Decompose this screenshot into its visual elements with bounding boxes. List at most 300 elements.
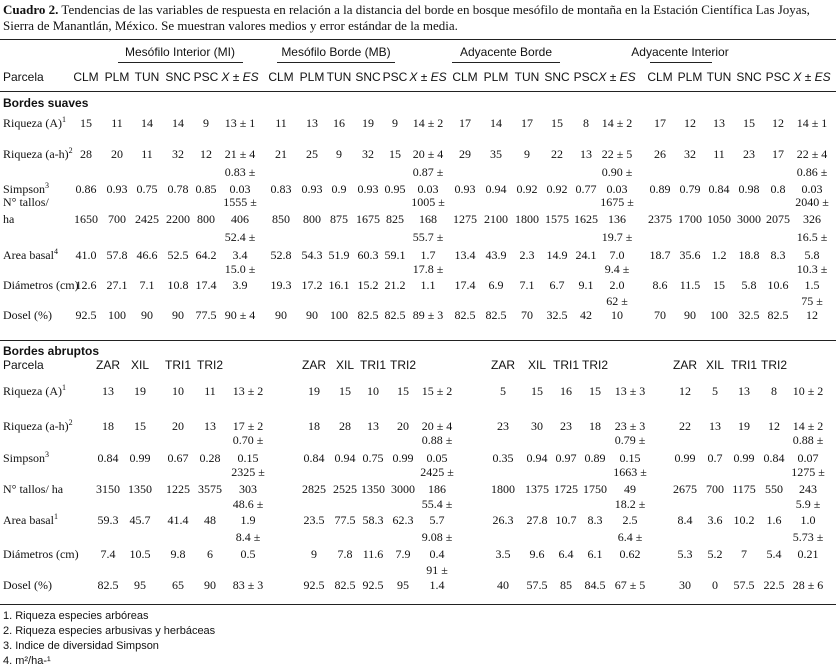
table-cell: 17.4 bbox=[195, 278, 217, 292]
table-cell: 19 bbox=[134, 384, 146, 398]
table-cell: 17.4 bbox=[454, 278, 476, 292]
table-cell: 13 bbox=[367, 419, 379, 433]
table-cell: 1575 bbox=[545, 212, 569, 226]
table-cell: 0.84 bbox=[97, 451, 119, 465]
table-cell: 15.0 ± bbox=[224, 262, 256, 276]
table-cell: 42 bbox=[580, 308, 592, 322]
table-cell: 62 ± bbox=[606, 294, 628, 308]
table-cell: 0.92 bbox=[546, 182, 568, 196]
table-cell: 90 bbox=[275, 308, 287, 322]
table-cell: 82.5 bbox=[334, 578, 356, 592]
table-cell: 70 bbox=[521, 308, 533, 322]
table-cell: 54.3 bbox=[301, 248, 323, 262]
table-cell: 10 bbox=[367, 384, 379, 398]
table-cell: 7.1 bbox=[519, 278, 535, 292]
table-cell: 28 ± 6 bbox=[792, 578, 824, 592]
table-cell: 32 bbox=[684, 147, 696, 161]
table-cell: 1.0 bbox=[800, 513, 816, 527]
table-cell: 3575 bbox=[198, 482, 222, 496]
column-header: PLM bbox=[104, 70, 130, 84]
table-cell: 22 ± 4 bbox=[796, 147, 828, 161]
table-cell: 10 bbox=[172, 384, 184, 398]
group-underline bbox=[277, 62, 395, 63]
column-header: TRI1 bbox=[730, 358, 758, 372]
table-cell: 0.93 bbox=[106, 182, 128, 196]
table-cell: 26 bbox=[654, 147, 666, 161]
table-cell: 32 bbox=[172, 147, 184, 161]
table-cell: 32.5 bbox=[738, 308, 760, 322]
table-cell: 20 bbox=[172, 419, 184, 433]
table-cell: 0.86 ± bbox=[796, 165, 828, 179]
table-cell: 9 bbox=[311, 547, 317, 561]
table-cell: 18 bbox=[102, 419, 114, 433]
rule-line bbox=[0, 340, 836, 341]
table-cell: 14 bbox=[490, 116, 502, 130]
table-cell: 52.8 bbox=[270, 248, 292, 262]
table-cell: 11.6 bbox=[362, 547, 384, 561]
row-label: Riqueza $(a-h)^2$ bbox=[3, 418, 73, 433]
table-cell: 23 ± 3 bbox=[614, 419, 646, 433]
column-header: TRI1 bbox=[359, 358, 387, 372]
parcela-label: Parcela bbox=[3, 358, 44, 372]
table-cell: 25 bbox=[306, 147, 318, 161]
table-cell: 15 bbox=[80, 116, 92, 130]
table-cell: 9 bbox=[524, 147, 530, 161]
table-cell: 90 bbox=[306, 308, 318, 322]
table-cell: 35.6 bbox=[679, 248, 701, 262]
table-cell: 2075 bbox=[766, 212, 790, 226]
table-cell: 0.05 bbox=[426, 451, 448, 465]
table-cell: 16 bbox=[560, 384, 572, 398]
table-cell: 0.94 bbox=[526, 451, 548, 465]
table-cell: 0.89 bbox=[584, 451, 606, 465]
table-cell: 19.3 bbox=[270, 278, 292, 292]
table-cell: 0.85 bbox=[195, 182, 217, 196]
table-cell: 24.1 bbox=[575, 248, 597, 262]
table-cell: 15 bbox=[134, 419, 146, 433]
table-cell: 186 bbox=[428, 482, 446, 496]
table-cell: 0.86 bbox=[75, 182, 97, 196]
row-label: Area basal$^4$ bbox=[3, 247, 58, 262]
table-cell: 13 ± 2 bbox=[232, 384, 264, 398]
table-cell: 15.2 bbox=[357, 278, 379, 292]
table-cell: 19 bbox=[738, 419, 750, 433]
column-header: CLM bbox=[452, 70, 478, 84]
table-cell: 700 bbox=[108, 212, 126, 226]
table-cell: 10.3 ± bbox=[796, 262, 828, 276]
table-cell: 59.1 bbox=[384, 248, 406, 262]
table-cell: 45.7 bbox=[129, 513, 151, 527]
table-cell: 1.9 bbox=[240, 513, 256, 527]
table-cell: 41.0 bbox=[75, 248, 97, 262]
group-underline bbox=[118, 62, 243, 63]
table-cell: 326 bbox=[803, 212, 821, 226]
table-cell: 15 bbox=[743, 116, 755, 130]
table-cell: 10.8 bbox=[167, 278, 189, 292]
column-header: SNC bbox=[165, 70, 191, 84]
table-cell: 9 bbox=[336, 147, 342, 161]
parcela-label: Parcela bbox=[3, 70, 44, 84]
table-cell: 57.5 bbox=[526, 578, 548, 592]
row-label: Diámetros (cm) bbox=[3, 547, 79, 561]
table-cell: 82.5 bbox=[485, 308, 507, 322]
table-cell: 14 ± 2 bbox=[412, 116, 444, 130]
table-cell: 1800 bbox=[515, 212, 539, 226]
table-cell: 16 bbox=[333, 116, 345, 130]
group-header: Adyacente Interior bbox=[631, 45, 729, 59]
table-cell: 0.4 bbox=[429, 547, 445, 561]
table-cell: 30 bbox=[531, 419, 543, 433]
row-label: Dosel (%) bbox=[3, 578, 52, 592]
row-label: Diámetros (cm) bbox=[3, 278, 79, 292]
table-cell: 0.87 ± bbox=[412, 165, 444, 179]
section-title: Bordes abruptos bbox=[3, 344, 100, 358]
table-cell: 14.9 bbox=[546, 248, 568, 262]
table-cell: 0.90 ± bbox=[601, 165, 633, 179]
table-cell: 10.7 bbox=[555, 513, 577, 527]
footnote: 4. m²/ha-¹ bbox=[3, 655, 51, 667]
row-label: Riqueza $(a-h)^2$ bbox=[3, 146, 73, 161]
table-cell: 18.2 ± bbox=[614, 497, 646, 511]
table-cell: 6.7 bbox=[549, 278, 565, 292]
group-underline bbox=[650, 62, 712, 63]
table-cell: 92.5 bbox=[303, 578, 325, 592]
table-cell: 28 bbox=[339, 419, 351, 433]
column-header: ZAR bbox=[673, 358, 697, 372]
table-cell: 1175 bbox=[732, 482, 756, 496]
table-cell: 800 bbox=[197, 212, 215, 226]
table-cell: 9.4 ± bbox=[604, 262, 630, 276]
table-cell: 89 ± 3 bbox=[412, 308, 444, 322]
table-cell: 0.88 ± bbox=[792, 433, 824, 447]
table-cell: 8.3 bbox=[587, 513, 603, 527]
column-header: CLM bbox=[73, 70, 99, 84]
table-cell: 5.9 ± bbox=[795, 497, 821, 511]
table-cell: 14 ± 2 bbox=[792, 419, 824, 433]
table-cell: 15 ± 2 bbox=[421, 384, 453, 398]
table-cell: 60.3 bbox=[357, 248, 379, 262]
table-cell: 13 bbox=[102, 384, 114, 398]
table-cell: 43.9 bbox=[485, 248, 507, 262]
table-cell: 1.5 bbox=[804, 278, 820, 292]
table-cell: 83 ± 3 bbox=[232, 578, 264, 592]
table-cell: 5.73 ± bbox=[792, 530, 824, 544]
row-label: Simpson$^3$ bbox=[3, 181, 50, 196]
table-cell: 82.5 bbox=[454, 308, 476, 322]
table-cell: 27.8 bbox=[526, 513, 548, 527]
table-cell: 0.95 bbox=[384, 182, 406, 196]
table-cell: 825 bbox=[386, 212, 404, 226]
column-header: PSC bbox=[573, 70, 599, 84]
footnote: 3. Indice de diversidad Simpson bbox=[3, 640, 159, 652]
table-cell: 32.5 bbox=[546, 308, 568, 322]
table-cell: 1.1 bbox=[420, 278, 436, 292]
table-cell: 20 ± 4 bbox=[412, 147, 444, 161]
footnote: 1. Riqueza especies arbóreas bbox=[3, 610, 149, 622]
table-cell: 12 bbox=[772, 116, 784, 130]
table-cell: 700 bbox=[706, 482, 724, 496]
row-label: Riqueza $(A)^1$ bbox=[3, 115, 66, 130]
table-cell: 0.03 bbox=[417, 182, 439, 196]
table-cell: 15 bbox=[589, 384, 601, 398]
table-cell: 10 bbox=[611, 308, 623, 322]
column-header: CLM bbox=[647, 70, 673, 84]
column-header: XIL bbox=[705, 358, 725, 372]
table-cell: 90 bbox=[684, 308, 696, 322]
column-header: TUN bbox=[514, 70, 540, 84]
table-cell: 1050 bbox=[707, 212, 731, 226]
table-cell: 19.7 ± bbox=[601, 230, 633, 244]
column-header: X ± ES bbox=[221, 70, 259, 84]
table-cell: 17 bbox=[521, 116, 533, 130]
table-cell: 22 bbox=[551, 147, 563, 161]
table-cell: 1.7 bbox=[420, 248, 436, 262]
table-cell: 15 bbox=[531, 384, 543, 398]
column-header: PSC bbox=[765, 70, 791, 84]
table-cell: 12.6 bbox=[75, 278, 97, 292]
footnote: 2. Riqueza especies arbusivas y herbáceas bbox=[3, 625, 216, 637]
table-cell: 1650 bbox=[74, 212, 98, 226]
table-cell: 6.9 bbox=[488, 278, 504, 292]
table-cell: 13.4 bbox=[454, 248, 476, 262]
table-cell: 11 bbox=[141, 147, 153, 161]
caption-text: Tendencias de las variables de respuesta en relación a la distancia del borde en bosque mesófilo de montaña en la Estación Científica Las Joyas, Sierra de Manantlán, México. Se muestran valores medios y error estándar de la media. bbox=[3, 2, 810, 33]
table-cell: 2200 bbox=[166, 212, 190, 226]
group-header: Mesófilo Borde (MB) bbox=[281, 45, 391, 59]
table-cell: 82.5 bbox=[767, 308, 789, 322]
column-header: X ± ES bbox=[409, 70, 447, 84]
table-cell: 0.88 ± bbox=[421, 433, 453, 447]
table-cell: 7.9 bbox=[395, 547, 411, 561]
table-cell: 3000 bbox=[737, 212, 761, 226]
table-cell: 0.21 bbox=[797, 547, 819, 561]
column-header: TRI1 bbox=[552, 358, 580, 372]
table-cell: 95 bbox=[397, 578, 409, 592]
table-cell: 1625 bbox=[574, 212, 598, 226]
table-cell: 28 bbox=[80, 147, 92, 161]
table-cell: 1.2 bbox=[711, 248, 727, 262]
table-cell: 75 ± bbox=[801, 294, 823, 308]
table-cell: 0.75 bbox=[136, 182, 158, 196]
table-cell: 11.5 bbox=[679, 278, 701, 292]
table-cell: 243 bbox=[799, 482, 817, 496]
table-cell: 27.1 bbox=[106, 278, 128, 292]
table-cell: 0.15 bbox=[237, 451, 259, 465]
table-cell: 0.62 bbox=[619, 547, 641, 561]
table-cell: 29 bbox=[459, 147, 471, 161]
table-cell: 9.6 bbox=[529, 547, 545, 561]
table-cell: 406 bbox=[231, 212, 249, 226]
table-cell: 0.84 bbox=[708, 182, 730, 196]
column-header: ZAR bbox=[96, 358, 120, 372]
table-cell: 1225 bbox=[166, 482, 190, 496]
table-cell: 17 bbox=[772, 147, 784, 161]
table-cell: 82.5 bbox=[384, 308, 406, 322]
section-title: Bordes suaves bbox=[3, 96, 89, 110]
table-cell: 1555 ± bbox=[223, 195, 257, 209]
table-cell: 1350 bbox=[128, 482, 152, 496]
table-cell: 85 bbox=[560, 578, 572, 592]
table-cell: 850 bbox=[272, 212, 290, 226]
row-label: Area basal$^1$ bbox=[3, 512, 58, 527]
table-cell: 1.6 bbox=[766, 513, 782, 527]
table-cell: 3.6 bbox=[707, 513, 723, 527]
table-cell: 2325 ± bbox=[231, 465, 265, 479]
table-cell: 0.75 bbox=[362, 451, 384, 465]
table-cell: 20 ± 4 bbox=[421, 419, 453, 433]
table-cell: 13 bbox=[204, 419, 216, 433]
table-cell: 2525 bbox=[333, 482, 357, 496]
table-cell: 14 ± 2 bbox=[601, 116, 633, 130]
table-cell: 40 bbox=[497, 578, 509, 592]
table-cell: 0.99 bbox=[129, 451, 151, 465]
table-cell: 12 bbox=[679, 384, 691, 398]
table-cell: 90 bbox=[141, 308, 153, 322]
table-cell: 10 ± 2 bbox=[792, 384, 824, 398]
table-cell: 2825 bbox=[302, 482, 326, 496]
table-cell: 18 bbox=[589, 419, 601, 433]
table-cell: 9 bbox=[203, 116, 209, 130]
table-cell: 19 bbox=[308, 384, 320, 398]
table-cell: 77.5 bbox=[334, 513, 356, 527]
table-cell: 2375 bbox=[648, 212, 672, 226]
table-cell: 3.4 bbox=[232, 248, 248, 262]
table-cell: 0.79 ± bbox=[614, 433, 646, 447]
table-cell: 17.2 bbox=[301, 278, 323, 292]
table-cell: 35 bbox=[490, 147, 502, 161]
table-cell: 5.8 bbox=[741, 278, 757, 292]
table-cell: 11 bbox=[111, 116, 123, 130]
table-cell: 9 bbox=[392, 116, 398, 130]
table-cell: 2675 bbox=[673, 482, 697, 496]
table-cell: 3.9 bbox=[232, 278, 248, 292]
table-cell: 0.83 ± bbox=[224, 165, 256, 179]
table-cell: 11 bbox=[275, 116, 287, 130]
column-header: PLM bbox=[677, 70, 703, 84]
table-cell: 20 bbox=[397, 419, 409, 433]
table-cell: 0.03 bbox=[801, 182, 823, 196]
column-header: XIL bbox=[527, 358, 547, 372]
table-cell: 0.84 bbox=[303, 451, 325, 465]
table-cell: 23 bbox=[743, 147, 755, 161]
group-header: Mesófilo Interior (MI) bbox=[124, 45, 236, 59]
table-cell: 8.3 bbox=[770, 248, 786, 262]
table-cell: 0.70 ± bbox=[232, 433, 264, 447]
table-cell: 6.4 ± bbox=[617, 530, 643, 544]
table-cell: 91 ± bbox=[426, 563, 448, 577]
row-label: Riqueza $(A)^1$ bbox=[3, 383, 66, 398]
table-cell: 1750 bbox=[583, 482, 607, 496]
table-caption bbox=[3, 2, 831, 34]
table-cell: 0.84 bbox=[763, 451, 785, 465]
table-cell: 92.5 bbox=[75, 308, 97, 322]
column-header: TRI1 bbox=[164, 358, 192, 372]
table-cell: 0.89 bbox=[649, 182, 671, 196]
table-cell: 55.7 ± bbox=[412, 230, 444, 244]
row-label: ha bbox=[3, 212, 15, 226]
table-cell: 23 bbox=[497, 419, 509, 433]
table-cell: 20 bbox=[111, 147, 123, 161]
table-cell: 30 bbox=[679, 578, 691, 592]
table-cell: 168 bbox=[419, 212, 437, 226]
table-cell: 13 bbox=[709, 419, 721, 433]
table-cell: 23 bbox=[560, 419, 572, 433]
table-cell: 15 bbox=[713, 278, 725, 292]
table-cell: 12 bbox=[806, 308, 818, 322]
table-cell: 0.03 bbox=[229, 182, 251, 196]
table-cell: 1800 bbox=[491, 482, 515, 496]
table-cell: 0.92 bbox=[516, 182, 538, 196]
table-cell: 5.4 bbox=[766, 547, 782, 561]
table-cell: 22.5 bbox=[763, 578, 785, 592]
table-cell: 0.93 bbox=[301, 182, 323, 196]
table-cell: 82.5 bbox=[97, 578, 119, 592]
table-cell: 77.5 bbox=[195, 308, 217, 322]
row-label: Simpson$^3$ bbox=[3, 450, 50, 465]
group-header: Adyacente Borde bbox=[459, 45, 553, 59]
table-cell: 5.3 bbox=[677, 547, 693, 561]
table-cell: 8.4 ± bbox=[235, 530, 261, 544]
column-header: PLM bbox=[299, 70, 325, 84]
table-cell: 57.8 bbox=[106, 248, 128, 262]
table-cell: 8 bbox=[583, 116, 589, 130]
column-header: TRI2 bbox=[389, 358, 417, 372]
table-cell: 21 ± 4 bbox=[224, 147, 256, 161]
table-cell: 16.1 bbox=[328, 278, 350, 292]
table-cell: 15 bbox=[389, 147, 401, 161]
table-cell: 18 bbox=[308, 419, 320, 433]
rule-line bbox=[0, 39, 836, 40]
table-cell: 1663 ± bbox=[613, 465, 647, 479]
table-cell: 2.5 bbox=[622, 513, 638, 527]
table-cell: 8 bbox=[771, 384, 777, 398]
table-cell: 2.3 bbox=[519, 248, 535, 262]
table-cell: 48 bbox=[204, 513, 216, 527]
table-cell: 32 bbox=[362, 147, 374, 161]
table-cell: 0.78 bbox=[167, 182, 189, 196]
table-cell: 6.1 bbox=[587, 547, 603, 561]
table-cell: 8.4 bbox=[677, 513, 693, 527]
column-header: SNC bbox=[355, 70, 381, 84]
table-cell: 1005 ± bbox=[411, 195, 445, 209]
table-cell: 12 bbox=[684, 116, 696, 130]
table-cell: 1375 bbox=[525, 482, 549, 496]
table-cell: 0.79 bbox=[679, 182, 701, 196]
table-cell: 17 bbox=[654, 116, 666, 130]
table-cell: 0.94 bbox=[334, 451, 356, 465]
table-cell: 14 bbox=[141, 116, 153, 130]
table-cell: 52.5 bbox=[167, 248, 189, 262]
table-cell: 12 bbox=[768, 419, 780, 433]
table-cell: 48.6 ± bbox=[232, 497, 264, 511]
table-cell: 14 bbox=[172, 116, 184, 130]
table-cell: 51.9 bbox=[328, 248, 350, 262]
column-header: SNC bbox=[736, 70, 762, 84]
table-cell: 0 bbox=[712, 578, 718, 592]
table-cell: 0.93 bbox=[357, 182, 379, 196]
table-cell: 1675 ± bbox=[600, 195, 634, 209]
table-cell: 11 bbox=[204, 384, 216, 398]
table-cell: 3150 bbox=[96, 482, 120, 496]
row-label: N° tallos/ ha bbox=[3, 482, 64, 496]
table-cell: 3000 bbox=[391, 482, 415, 496]
table-cell: 0.93 bbox=[454, 182, 476, 196]
table-cell: 49 bbox=[624, 482, 636, 496]
column-header: XIL bbox=[130, 358, 150, 372]
rule-line bbox=[0, 91, 836, 92]
table-cell: 59.3 bbox=[97, 513, 119, 527]
table-cell: 62.3 bbox=[392, 513, 414, 527]
